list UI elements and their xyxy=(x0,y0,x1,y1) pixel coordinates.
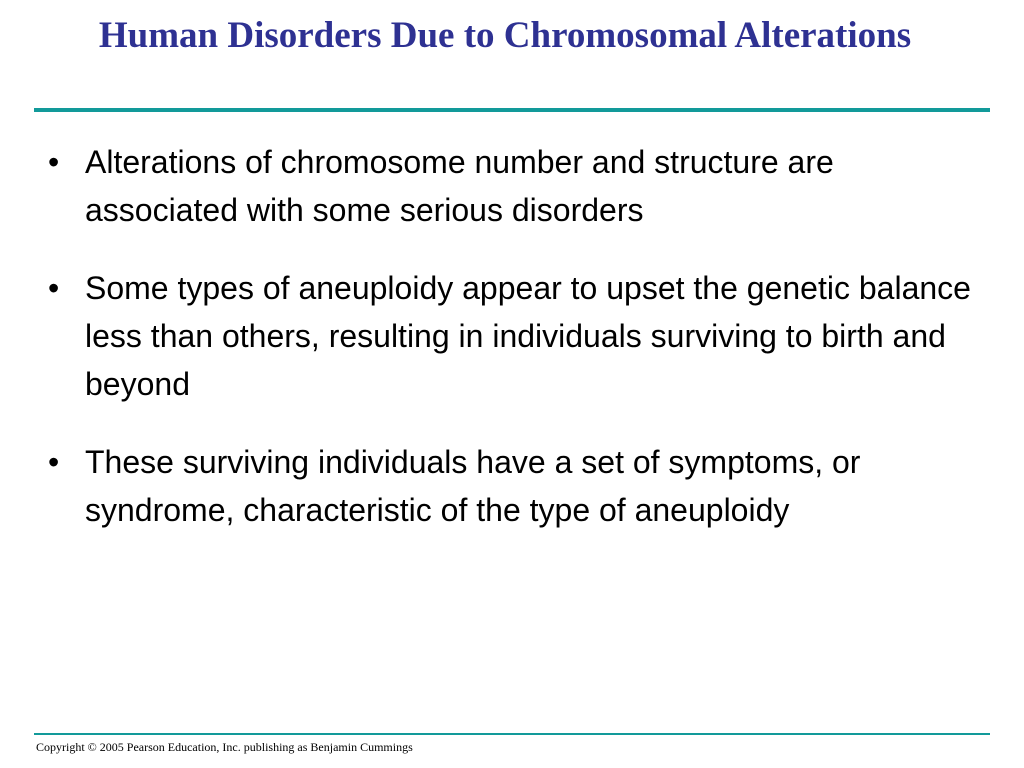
title-divider xyxy=(34,108,990,112)
bullet-item xyxy=(48,264,988,408)
bullet-item xyxy=(48,138,988,234)
bullet-text: These surviving individuals have a set of symptoms, or syndrome, characteristic of the type of aneuploidy xyxy=(85,444,861,528)
bullet-dot: • xyxy=(48,144,60,180)
bullet-dot: • xyxy=(48,270,60,306)
bullet-text: Alterations of chromosome number and structure are associated with some serious disorders xyxy=(85,144,834,228)
bullet-item xyxy=(48,438,988,534)
slide-title: Human Disorders Due to Chromosomal Alterations xyxy=(98,15,912,56)
copyright-footer: Copyright © 2005 Pearson Education, Inc. publishing as Benjamin Cummings xyxy=(36,740,413,754)
bullet-text: Some types of aneuploidy appear to upset the genetic balance less than others, resulting in individuals surviving to birth and beyond xyxy=(85,270,971,402)
footer-divider xyxy=(34,733,990,735)
bullet-list xyxy=(48,138,988,564)
bullet-dot: • xyxy=(48,444,60,480)
